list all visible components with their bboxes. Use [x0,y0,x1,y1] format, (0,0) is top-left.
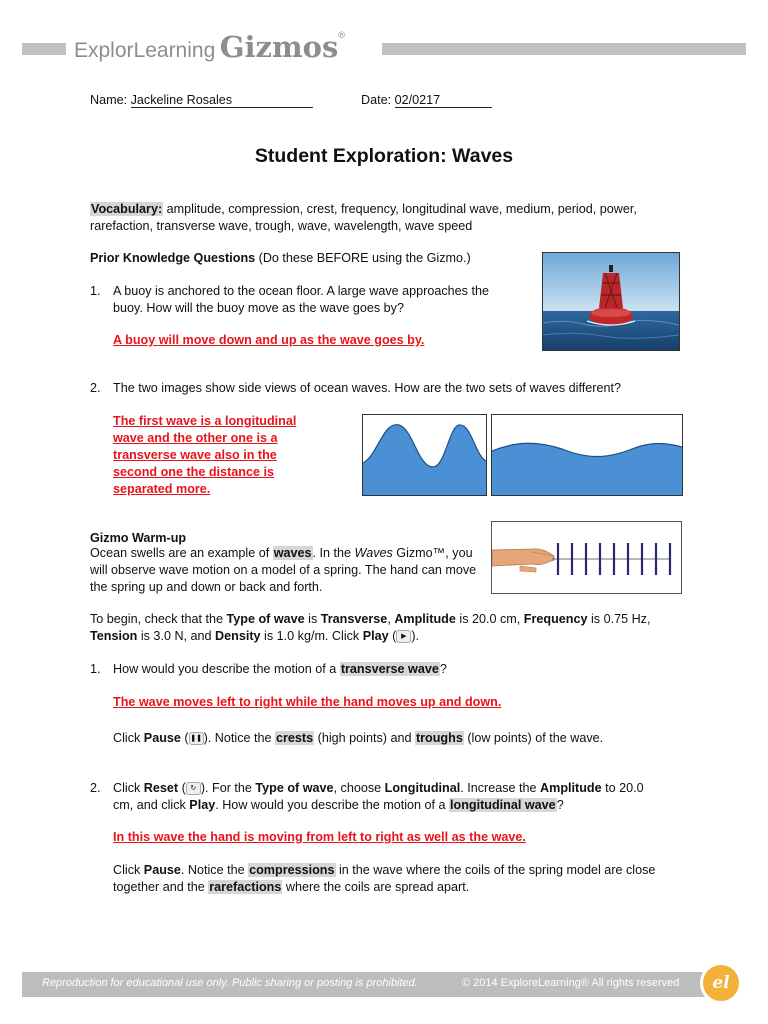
warmup-paragraph-2 [90,611,665,645]
warmup-p2-i: ). [411,629,420,643]
footer-left-text: Reproduction for educational use only. Public sharing or posting is prohibited. [42,977,418,989]
name-row [90,92,330,109]
footer-badge-text: el [712,973,730,993]
warmup-p1-c: Gizmo™, you will observe wave motion on a model of a spring. The hand can move the spring up and down or back and forth. [90,546,477,594]
term-density: Density [215,629,261,643]
term-transverse-wave: transverse wave [340,662,439,676]
warmup-question-2 [90,780,665,814]
term-transverse: Transverse [320,612,388,626]
name-value[interactable]: Jackeline Rosales [131,93,313,108]
pause2-d: where the coils are spread apart. [282,880,470,894]
term-frequency: Frequency [523,612,588,626]
term-play: Play [362,629,389,643]
date-label: Date: [361,93,392,107]
warmup-pause-2 [113,862,665,896]
warmup-paragraph-1 [90,545,485,596]
term-pause: Pause [143,731,181,745]
pause-icon: ❚❚ [189,732,204,745]
warmup-p2-f: is 3.0 N, and [137,629,216,643]
wave-2-svg [492,415,682,495]
warmup-q1-a: How would you describe the motion of a [113,662,340,676]
prior-answer-2[interactable]: The first wave is a longitudinal wave and the other one is a transverse wave also in the second one the distance is separated more. [113,414,297,496]
warmup-p2-e: is 0.75 Hz, [587,612,651,626]
term-longitudinal: Longitudinal [384,781,461,795]
term-amplitude-2: Amplitude [540,781,602,795]
pause1-a: Click [113,731,144,745]
logo-learning: Learning [133,39,216,62]
q2-f: to 20.0 cm, and click [113,781,644,812]
vocabulary-paragraph [90,201,655,235]
page-title: Student Exploration: Waves [254,145,514,167]
prior-heading: Prior Knowledge Questions [90,251,256,265]
prior-question-1 [90,283,513,317]
q2-b: ( [178,781,186,795]
footer-badge [700,962,742,1004]
wave-image-2 [491,414,683,496]
vocabulary-text: amplitude, compression, crest, frequency, longitudinal wave, medium, period, power, rarefaction, transverse wave, trough, wave, wavelength, wave speed [90,202,637,233]
vocabulary-label: Vocabulary: [91,202,163,216]
logo-explore: Explor [74,39,134,62]
warmup-p2-h: ( [388,629,397,643]
term-amplitude: Amplitude [394,612,456,626]
pause1-d: (high points) and [314,731,415,745]
prior-q2-number: 2. [90,381,101,395]
term-play-2: Play [189,798,216,812]
pause2-a: Click [113,863,144,877]
warmup-p1-b: . In the [312,546,355,560]
prior-q1-text: A buoy is anchored to the ocean floor. A large wave approaches the buoy. How will the buoy move as the wave goes by? [113,284,489,315]
prior-answer-1[interactable]: A buoy will move down and up as the wave goes by. [113,333,425,347]
logo-reg: ® [338,30,345,40]
date-row [361,92,511,109]
term-rarefactions: rarefactions [209,880,282,894]
pause1-e: (low points) of the wave. [463,731,604,745]
warmup-q2-number: 2. [90,781,101,795]
q2-e: . Increase the [460,781,541,795]
prior-question-2 [90,380,713,397]
q2-c: ). For the [200,781,256,795]
header-bar-left [22,43,66,55]
spring-svg [492,522,681,593]
warmup-q1-number: 1. [90,662,101,676]
pause2-b: . Notice the [180,863,249,877]
term-pause-2: Pause [143,863,181,877]
buoy-image [542,252,680,351]
q2-g: . How would you describe the motion of a [215,798,450,812]
q2-h: ? [556,798,564,812]
pause1-b: ( [180,731,189,745]
play-icon: ▶ [396,630,411,643]
q2-a: Click [113,781,144,795]
warmup-q1-b: ? [439,662,447,676]
footer-right-text: © 2014 ExploreLearning® All rights reserved [462,977,680,989]
warmup-p1-italic: Waves [354,546,393,560]
warmup-p2-a: To begin, check that the [90,612,227,626]
logo-gizmos: Gizmos [219,30,339,64]
header-logo [74,30,345,66]
spring-hand-image [491,521,682,594]
warmup-heading: Gizmo Warm-up [90,531,187,545]
term-tension: Tension [90,629,138,643]
buoy-svg [543,253,679,350]
warmup-p2-d: is 20.0 cm, [455,612,524,626]
prior-q2-text: The two images show side views of ocean waves. How are the two sets of waves different? [113,381,621,395]
warmup-p2-b: is [304,612,321,626]
term-type-of-wave-2: Type of wave [255,781,334,795]
warmup-answer-2[interactable]: In this wave the hand is moving from left to right as well as the wave. [113,830,526,844]
term-troughs: troughs [415,731,463,745]
prior-note: (Do these BEFORE using the Gizmo.) [255,251,471,265]
prior-heading-row [90,250,530,267]
reset-icon: ↻ [186,782,201,795]
term-crests: crests [276,731,314,745]
wave-1-svg [363,415,486,495]
term-waves: waves [273,546,312,560]
term-compressions: compressions [249,863,335,877]
q2-d: , choose [333,781,385,795]
name-label: Name: [90,93,128,107]
prior-q1-number: 1. [90,284,101,298]
warmup-p1-a: Ocean swells are an example of [90,546,273,560]
warmup-pause-1 [113,730,673,747]
term-longitudinal-wave: longitudinal wave [450,798,556,812]
warmup-answer-1[interactable]: The wave moves left to right while the hand moves up and down. [113,695,502,709]
term-reset: Reset [143,781,179,795]
header-bar-right [382,43,746,55]
warmup-p2-c: , [387,612,395,626]
warmup-question-1 [90,661,713,678]
warmup-p2-g: is 1.0 kg/m. Click [260,629,363,643]
date-value[interactable]: 02/0217 [395,93,492,108]
pause2-c: in the wave where the coils of the spring model are close together and the [113,863,656,894]
pause1-c: ). Notice the [203,731,276,745]
wave-image-1 [362,414,487,496]
term-type-of-wave: Type of wave [226,612,305,626]
